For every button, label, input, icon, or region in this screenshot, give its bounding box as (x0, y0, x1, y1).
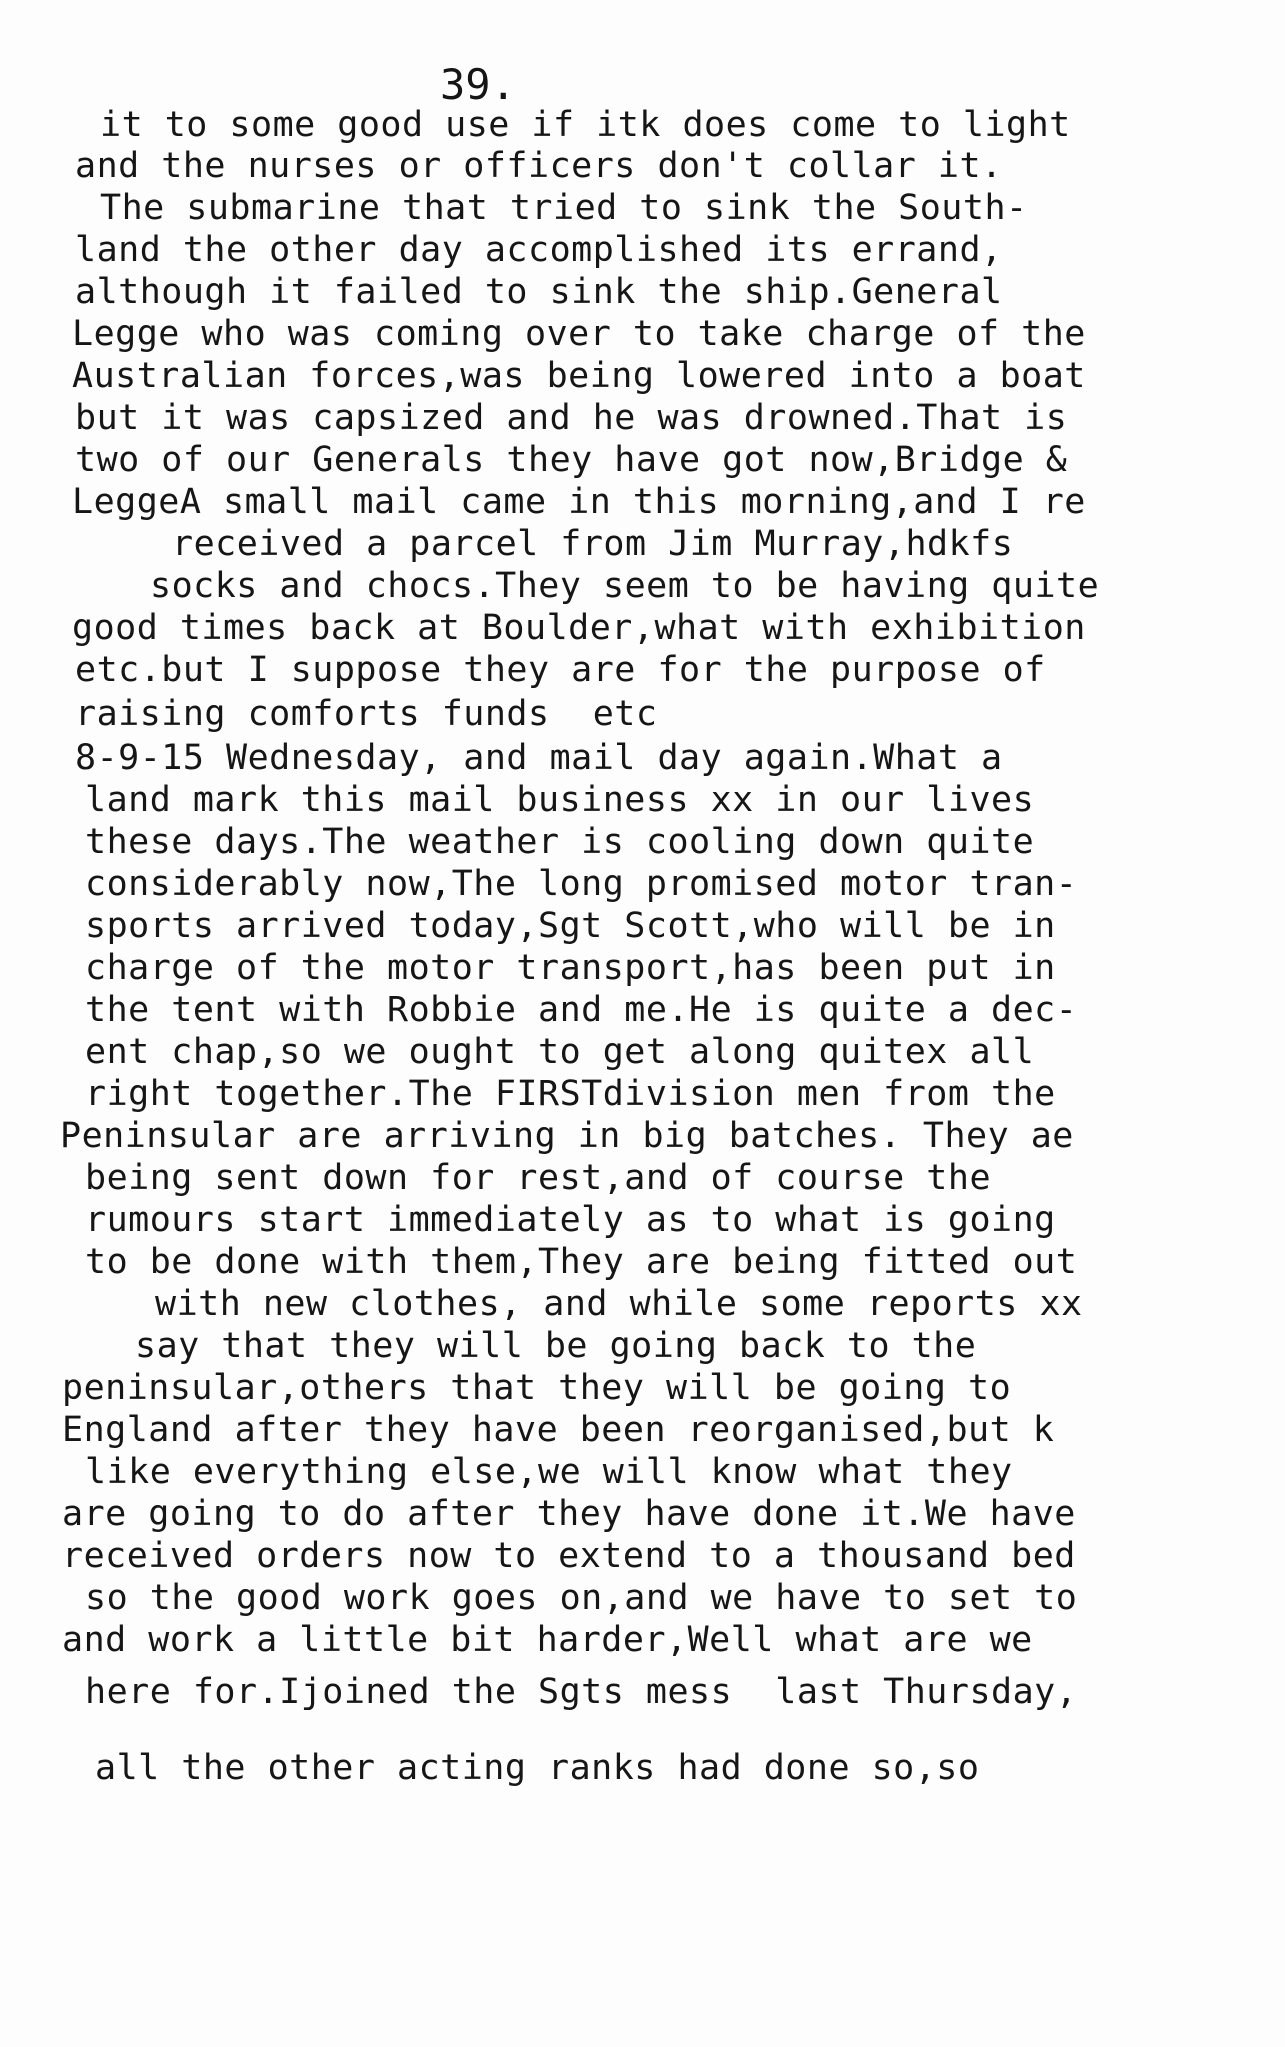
text-line: say that they will be going back to the (135, 1326, 977, 1366)
text-line: good times back at Boulder,what with exhibition (72, 608, 1086, 648)
text-line: Australian forces,was being lowered into a boat (72, 356, 1086, 396)
text-line: received orders now to extend to a thousand bed (62, 1536, 1076, 1576)
text-line: Peninsular are arriving in big batches. They ae (60, 1116, 1074, 1156)
text-line: ent chap,so we ought to get along quitex all (85, 1032, 1035, 1072)
text-line: socks and chocs.They seem to be having quite (150, 566, 1100, 606)
text-line: here for.Ijoined the Sgts mess last Thursday, (85, 1672, 1078, 1712)
page-number: 39. (440, 60, 516, 109)
text-line: all the other acting ranks had done so,so (95, 1748, 980, 1788)
text-line: rumours start immediately as to what is going (85, 1200, 1056, 1240)
text-line: to be done with them,They are being fitted out (85, 1242, 1078, 1282)
text-line: two of our Generals they have got now,Bridge & (75, 440, 1068, 480)
text-line: Legge who was coming over to take charge of the (72, 314, 1086, 354)
text-line: so the good work goes on,and we have to set to (85, 1578, 1078, 1618)
text-line: land the other day accomplished its errand, (75, 230, 1003, 270)
text-line: land mark this mail business xx in our lives (85, 780, 1035, 820)
text-line: being sent down for rest,and of course the (85, 1158, 992, 1198)
text-line: sports arrived today,Sgt Scott,who will be in (85, 906, 1056, 946)
text-line: but it was capsized and he was drowned.That is (75, 398, 1068, 438)
text-line: considerably now,The long promised motor tran- (85, 864, 1078, 904)
text-line: and the nurses or officers don't collar it. (75, 146, 1003, 186)
text-line: although it failed to sink the ship.General (75, 272, 1003, 312)
text-line: right together.The FIRSTdivision men from the (85, 1074, 1056, 1114)
text-line: 8-9-15 Wednesday, and mail day again.What a (75, 738, 1003, 778)
text-line: with new clothes, and while some reports xx (155, 1284, 1083, 1324)
text-line: and work a little bit harder,Well what are we (62, 1620, 1033, 1660)
text-line: etc.but I suppose they are for the purpose of (75, 650, 1046, 690)
text-line: raising comforts funds etc (75, 694, 658, 734)
text-line: are going to do after they have done it.We have (62, 1494, 1076, 1534)
text-line: it to some good use if itk does come to light (100, 105, 1071, 145)
text-line: LeggeA small mail came in this morning,and I re (72, 482, 1086, 522)
text-line: these days.The weather is cooling down quite (85, 822, 1035, 862)
text-line: The submarine that tried to sink the South- (100, 188, 1028, 228)
text-line: England after they have been reorganised,but k (62, 1410, 1055, 1450)
text-line: charge of the motor transport,has been put in (85, 948, 1056, 988)
text-line: received a parcel from Jim Murray,hdkfs (172, 524, 1014, 564)
text-line: like everything else,we will know what they (85, 1452, 1013, 1492)
text-line: the tent with Robbie and me.He is quite a dec- (85, 990, 1078, 1030)
text-line: peninsular,others that they will be going to (62, 1368, 1012, 1408)
